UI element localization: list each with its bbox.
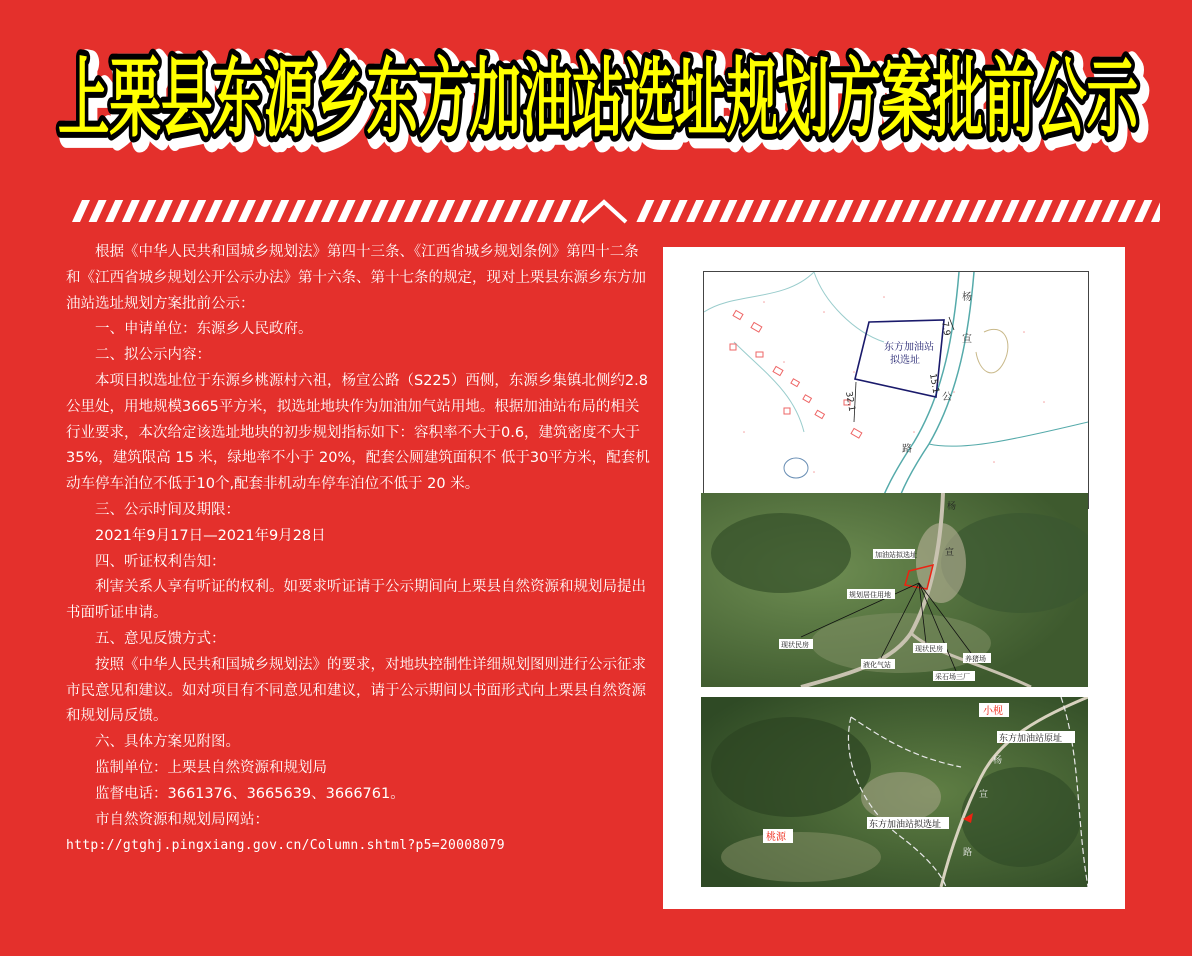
stripe-bar <box>138 200 156 222</box>
stripe-bar <box>172 200 190 222</box>
stripe-bar <box>404 200 422 222</box>
stream-line <box>814 272 884 342</box>
dimension-label: 7.9 <box>939 320 952 337</box>
stripe-bar <box>1085 200 1103 222</box>
intro-paragraph: 根据《中华人民共和国城乡规划法》第四十三条、《江西省城乡规划条例》第四十二条和《江西省城乡规划公开公示办法》第十六条、第十七条的规定，现对上栗县东源乡东方加油站选址规划方案批前公示： <box>66 244 646 312</box>
supervisor-unit: 监制单位：上栗县自然资源和规划局 <box>95 759 327 776</box>
stripe-bar <box>387 200 405 222</box>
stripe-bar <box>1101 200 1119 222</box>
stripe-bar <box>1068 200 1086 222</box>
notice-body <box>66 240 650 859</box>
road-name-char: 杨 <box>947 502 957 512</box>
section-feedback-heading: 五、意见反馈方式： <box>95 630 226 647</box>
place-label: 小枧 <box>983 706 1003 717</box>
map-annotation: 现状民房 <box>915 645 943 653</box>
stripe-bar <box>188 200 206 222</box>
stripe-bar <box>338 200 356 222</box>
title-outline: 上栗县东源乡东方加油站选址规划方案批前公示 <box>58 49 1139 149</box>
aerial-surroundings-map <box>701 493 1088 687</box>
stripe-bar <box>105 200 123 222</box>
place-label: 桃源 <box>766 832 786 843</box>
stripe-bar <box>72 200 90 222</box>
map-annotation: 规划居住用地 <box>849 591 891 599</box>
map-annotation: 采石场三厂 <box>935 673 970 681</box>
stripe-bar <box>1118 200 1136 222</box>
dimension-label: 32.1 <box>843 390 857 413</box>
stripe-bar <box>221 200 239 222</box>
stripe-bar <box>1151 200 1160 222</box>
place-label: 东方加油站拟选址 <box>869 820 942 830</box>
stripe-bar <box>636 200 654 222</box>
stripe-bar <box>902 200 920 222</box>
regional-aerial-map <box>701 697 1088 887</box>
stripe-bar <box>670 200 688 222</box>
stripe-bar <box>686 200 704 222</box>
section-content-body: 本项目拟选址位于东源乡桃源村六祖，杨宣公路（S225）西侧，东源乡集镇北侧约2.8公里处，用地规模3665平方米，拟选址地块作为加油加气站用地。根据加油站布局的相关行业要求，本次给定该选址地块的初步规划指标如下：容积率不大于0.6，建筑密度不大于35%，建筑限高 15 米，绿地率不小于 20%，配套公厕建筑面积不 低于30平方米，配套机动车停车泊位不低于10个,配套非机动车停车泊位不低于 20 米。 <box>66 372 650 493</box>
stripe-bar <box>786 200 804 222</box>
stripe-bar <box>470 200 488 222</box>
road-name-char: 宣 <box>945 548 955 558</box>
stripe-bar <box>271 200 289 222</box>
stripe-bar <box>819 200 837 222</box>
section-applicant: 一、申请单位：东源乡人民政府。 <box>95 321 313 338</box>
stripe-bar <box>89 200 107 222</box>
stripe-bar <box>238 200 256 222</box>
title-text: 上栗县东源乡东方加油站选址规划方案批前公示 <box>58 49 1139 149</box>
stripe-bar <box>487 200 505 222</box>
road-name-char: 杨 <box>962 292 972 303</box>
stripe-bar <box>304 200 322 222</box>
stripe-bar <box>354 200 372 222</box>
stripe-bar <box>1051 200 1069 222</box>
stripe-bar <box>122 200 140 222</box>
road-name-char: 公 <box>942 392 952 403</box>
stripe-bar <box>802 200 820 222</box>
decorative-stripe-divider <box>72 196 1160 226</box>
site-label: 拟选址 <box>890 355 920 366</box>
stripe-bar <box>869 200 887 222</box>
stripe-bar <box>852 200 870 222</box>
contour-line <box>976 329 1008 373</box>
stripe-bar <box>653 200 671 222</box>
section-feedback-body: 按照《中华人民共和国城乡规划法》的要求，对地块控制性详细规划图则进行公示征求市民意见和建议。如对项目有不同意见和建议，请于公示期间以书面形式向上栗县自然资源和规划局反馈。 <box>66 656 646 725</box>
stripe-bar <box>985 200 1003 222</box>
stripe-bar <box>205 200 223 222</box>
place-label: 东方加油站原址 <box>999 734 1063 744</box>
dimension-label: 15.1 <box>927 372 941 395</box>
pond-outline <box>784 458 808 478</box>
map-annotation: 养猪场 <box>965 655 986 663</box>
stripe-bar <box>968 200 986 222</box>
stream-line <box>704 272 814 312</box>
stripe-bar <box>421 200 439 222</box>
stripe-bar <box>537 200 555 222</box>
map-annotation: 加油站拟选址 <box>875 551 917 559</box>
stripe-bar <box>255 200 273 222</box>
stripe-bar <box>553 200 571 222</box>
stripe-bar <box>371 200 389 222</box>
stripe-bar <box>288 200 306 222</box>
stripe-chevron <box>582 202 626 222</box>
map-annotation: 现状民房 <box>781 641 809 649</box>
stripe-bar <box>769 200 787 222</box>
stripe-bar <box>719 200 737 222</box>
supervision-phone: 监督电话：3661376、3665639、3666761。 <box>95 785 405 802</box>
road-name-char: 路 <box>902 444 912 455</box>
stream-line <box>734 342 804 432</box>
section-hearing-heading: 四、听证权利告知： <box>95 553 226 570</box>
stripe-bar <box>753 200 771 222</box>
road-name-char: 杨 <box>993 756 1003 766</box>
page-title <box>0 38 1192 168</box>
road-name-char: 宣 <box>979 790 989 800</box>
map-panel <box>663 247 1125 909</box>
site-label: 东方加油站 <box>884 342 934 353</box>
stripe-bar <box>454 200 472 222</box>
site-plan-map <box>703 271 1089 509</box>
section-period-heading: 三、公示时间及期限： <box>95 501 240 518</box>
grid-dots <box>743 296 1045 473</box>
stripe-bar <box>952 200 970 222</box>
road-name-char: 宣 <box>962 334 972 345</box>
section-period-body: 2021年9月17日—2021年9月28日 <box>95 527 326 544</box>
stripe-bar <box>1134 200 1152 222</box>
stripe-bar <box>504 200 522 222</box>
stripe-bar <box>437 200 455 222</box>
stripe-bar <box>736 200 754 222</box>
side-road <box>929 422 1088 446</box>
building-outlines <box>730 310 862 438</box>
website-url[interactable]: http://gtghj.pingxiang.gov.cn/Column.shtml?p5=20008079 <box>66 838 505 854</box>
stripe-bar <box>885 200 903 222</box>
website-label: 市自然资源和规划局网站： <box>95 811 269 828</box>
stripe-bar <box>155 200 173 222</box>
section-attachment: 六、具体方案见附图。 <box>95 734 240 751</box>
road-name-char: 路 <box>963 848 973 858</box>
road-edge-left <box>879 272 959 508</box>
stripe-bar <box>1002 200 1020 222</box>
stripe-bar <box>1018 200 1036 222</box>
map-annotation: 液化气站 <box>863 661 891 669</box>
stripe-bar <box>1035 200 1053 222</box>
stripe-bar <box>321 200 339 222</box>
section-content-heading: 二、拟公示内容： <box>95 347 211 364</box>
section-hearing-body: 利害关系人享有听证的权利。如要求听证请于公示期间向上栗县自然资源和规划局提出书面听证申请。 <box>66 579 646 622</box>
stripe-bar <box>520 200 538 222</box>
stripe-bar <box>935 200 953 222</box>
stripe-bar <box>919 200 937 222</box>
stripe-bar <box>836 200 854 222</box>
stripe-bar <box>703 200 721 222</box>
title-shadow: 上栗县东源乡东方加油站选址规划方案批前公示 <box>64 54 1145 154</box>
